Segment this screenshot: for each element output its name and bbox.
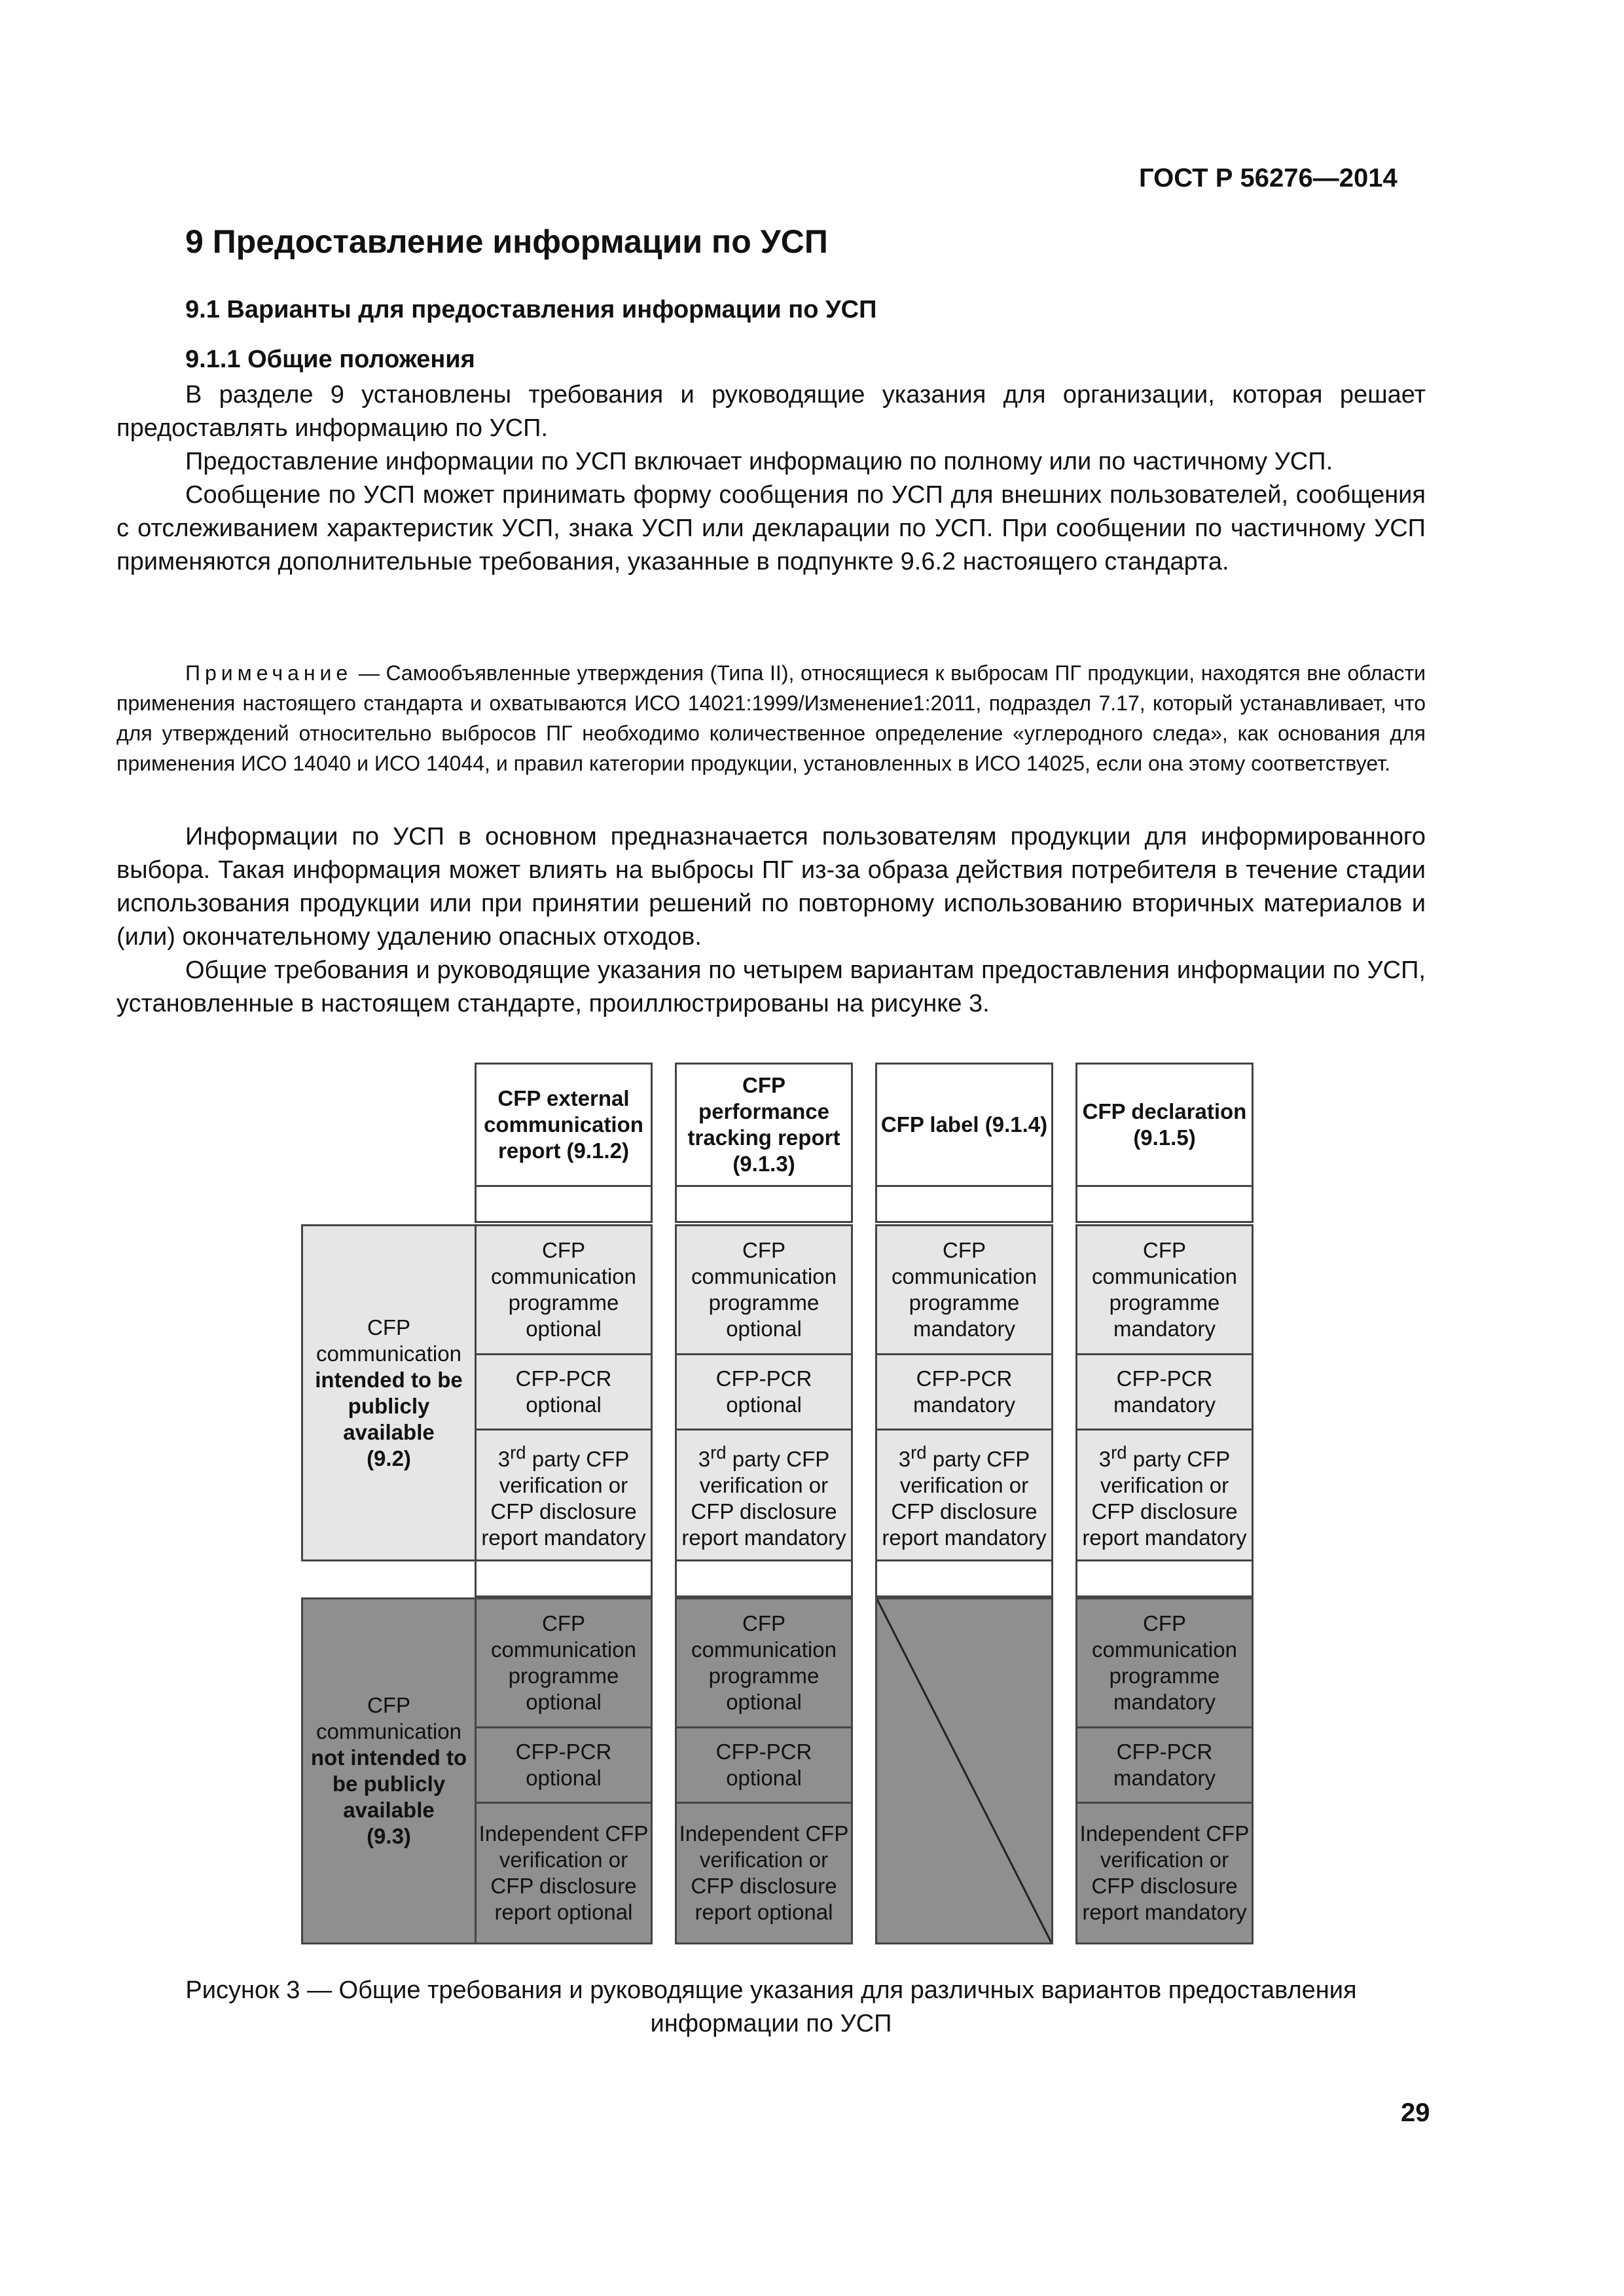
row-label-nonpublic (301, 1597, 477, 1944)
row-label-line: intended to be publicly available (315, 1367, 463, 1444)
cell-public-pcr: CFP-PCR mandatory (1075, 1353, 1254, 1430)
paragraph: В разделе 9 установлены требования и руководящие указания для организации, которая решает предоставлять информацию по УСП. (117, 381, 1426, 442)
cell-nonpublic-verification: Independent CFP verification or CFP disclosure report optional (675, 1802, 853, 1944)
spacer-cell (675, 1559, 853, 1597)
cell-public-programme: CFP communication programme optional (675, 1224, 853, 1355)
cell-nonpublic-pcr: CFP-PCR optional (675, 1726, 853, 1804)
page-number: 29 (1401, 2098, 1430, 2127)
spacer-cell (675, 1185, 853, 1223)
note-text: — Самообъявленные утверждения (Типа II), относящиеся к выбросам ПГ продукции, находятся вне области применения настоящего стандарта и охватываются ИСО 14021:1999/Изменение1:2011, подраздел 7.17, который устанавливает, что для утверждений относительно выбросов ПГ необходимо количественное определение «углеродного следа», как основания для применения ИСО 14040 и ИСО 14044, и правил категории продукции, установленных в ИСО 14025, если она этому соответствует. (117, 661, 1426, 775)
cell-nonpublic-programme: CFP communication programme mandatory (1075, 1597, 1254, 1728)
cell-nonpublic-verification: Independent CFP verification or CFP disclosure report optional (475, 1802, 653, 1944)
cell-public-verification: 3rd party CFP verification or CFP disclosure report mandatory (675, 1429, 853, 1561)
intro-text (117, 378, 1426, 579)
column-header-declaration: CFP declaration (9.1.5) (1075, 1063, 1254, 1187)
note (117, 658, 1426, 778)
column-header-tracking-report: CFP performance tracking report (9.1.3) (675, 1063, 853, 1187)
note-label: Примечание (185, 661, 353, 685)
cell-public-verification: 3rd party CFP verification or CFP disclosure report mandatory (475, 1429, 653, 1561)
cell-public-programme: CFP communication programme mandatory (1075, 1224, 1254, 1355)
cell-public-pcr: CFP-PCR optional (475, 1353, 653, 1430)
cell-nonpublic-verification: Independent CFP verification or CFP disclosure report mandatory (1075, 1802, 1254, 1944)
subsection-title: 9.1 Варианты для предоставления информации по УСП (185, 296, 877, 323)
paragraph: Общие требования и руководящие указания по четырем вариантам предоставления информации по УСП, установленные в настоящем стандарте, проиллюстрированы на рисунке 3. (117, 957, 1426, 1017)
row-label-line: (9.2) (367, 1446, 411, 1470)
cell-not-applicable (875, 1597, 1053, 1944)
paragraph: Предоставление информации по УСП включает информацию по полному или по частичному УСП. (185, 448, 1333, 475)
cell-nonpublic-programme: CFP communication programme optional (475, 1597, 653, 1728)
cell-public-verification: 3rd party CFP verification or CFP disclosure report mandatory (875, 1429, 1053, 1561)
cell-public-programme: CFP communication programme optional (475, 1224, 653, 1355)
cell-public-verification: 3rd party CFP verification or CFP disclosure report mandatory (1075, 1429, 1254, 1561)
cell-public-pcr: CFP-PCR optional (675, 1353, 853, 1430)
spacer-cell (475, 1559, 653, 1597)
row-label-line: (9.3) (367, 1824, 411, 1848)
section-title: 9 Предоставление информации по УСП (185, 223, 828, 260)
column-header-external-report: CFP external communication report (9.1.2) (475, 1063, 653, 1187)
diagonal-cross-icon (877, 1599, 1051, 1942)
row-label-public (301, 1224, 477, 1561)
body-text (117, 820, 1426, 1021)
cell-public-programme: CFP communication programme mandatory (875, 1224, 1053, 1355)
spacer-cell (1075, 1559, 1254, 1597)
paragraph: Информации по УСП в основном предназначается пользователям продукции для информированного выбора. Такая информация может влиять на выбросы ПГ из-за образа действия потребителя в течение стадии использования продукции или при принятии решений по повторному использованию вторичных материалов и (или) окончательному удалению опасных отходов. (117, 823, 1426, 951)
standard-number: ГОСТ Р 56276—2014 (1139, 164, 1398, 192)
cell-public-pcr: CFP-PCR mandatory (875, 1353, 1053, 1430)
column-header-label: CFP label (9.1.4) (875, 1063, 1053, 1187)
figure-caption: Рисунок 3 — Общие требования и руководящие указания для различных вариантов предоставления информации по УСП (185, 1977, 1357, 2037)
cell-nonpublic-programme: CFP communication programme optional (675, 1597, 853, 1728)
cell-nonpublic-pcr: CFP-PCR optional (475, 1726, 653, 1804)
row-label-line: CFP communication (316, 1315, 461, 1366)
subsubsection-title: 9.1.1 Общие положения (185, 346, 475, 373)
spacer-cell (1075, 1185, 1254, 1223)
spacer-cell (875, 1185, 1053, 1223)
spacer-cell (475, 1185, 653, 1223)
row-label-line: not intended to be publicly available (310, 1745, 467, 1822)
row-label-line: CFP communication (316, 1693, 461, 1743)
paragraph: Сообщение по УСП может принимать форму сообщения по УСП для внешних пользователей, сообщения с отслеживанием характеристик УСП, знака УСП или декларации по УСП. При сообщении по частичному УСП применяются дополнительные требования, указанные в подпункте 9.6.2 настоящего стандарта. (117, 481, 1426, 575)
cell-nonpublic-pcr: CFP-PCR mandatory (1075, 1726, 1254, 1804)
figure-3-diagram (295, 1044, 1263, 1948)
spacer-cell (875, 1559, 1053, 1597)
